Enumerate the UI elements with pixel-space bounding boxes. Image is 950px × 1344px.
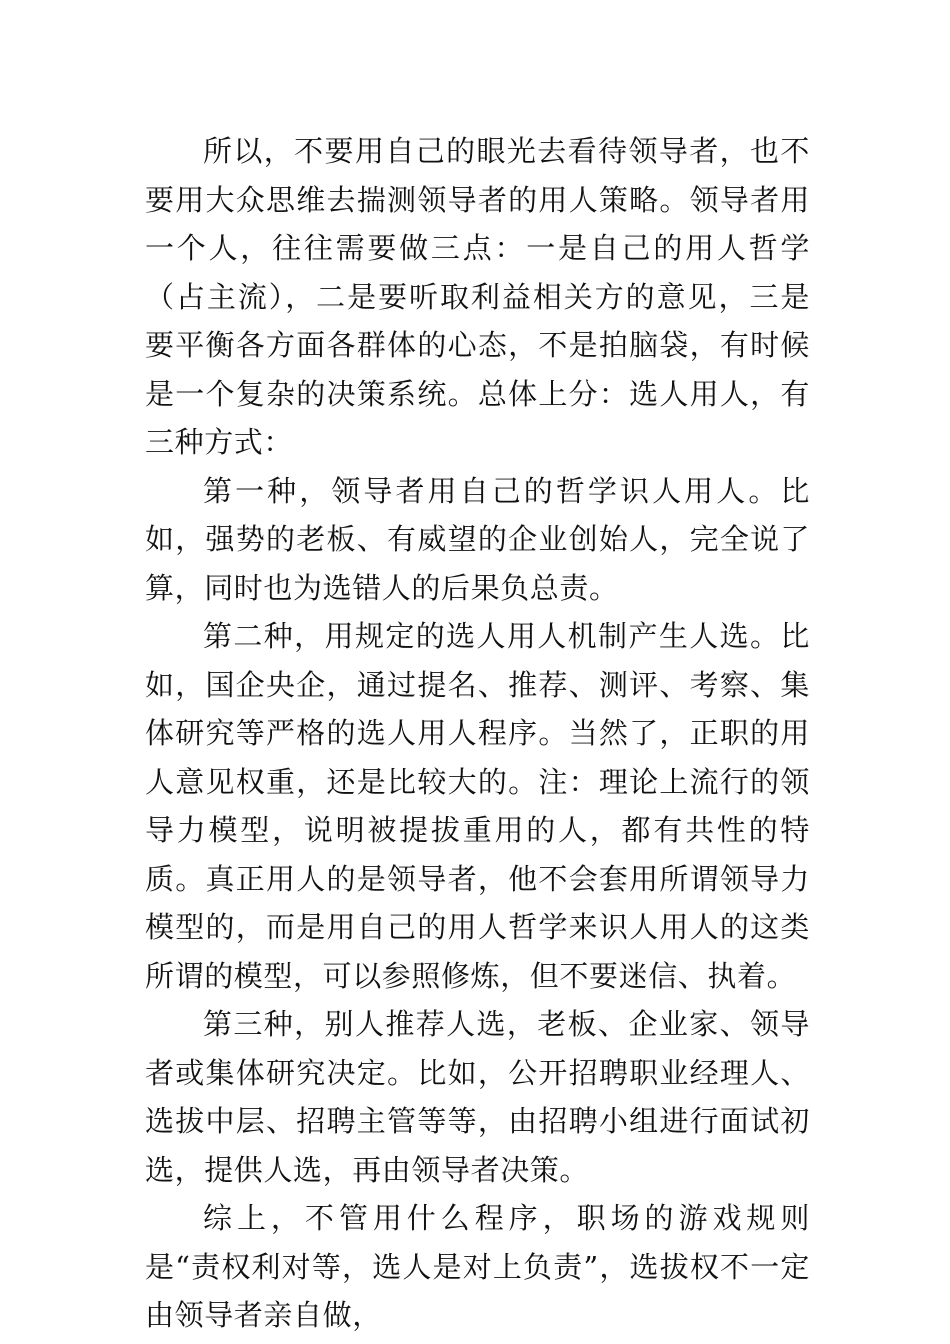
paragraph-summary: 综上，不管用什么程序，职场的游戏规则是“责权利对等，选人是对上负责”，选拔权不一定由领导者亲自做，	[145, 1201, 810, 1332]
paragraph-method-one: 第一种，领导者用自己的哲学识人用人。比如，强势的老板、有威望的企业创始人，完全说了算，同时也为选错人的后果负总责。	[145, 473, 810, 605]
paragraph-method-two: 第二种，用规定的选人用人机制产生人选。比如，国企央企，通过提名、推荐、测评、考察、集体研究等严格的选人用人程序。当然了，正职的用人意见权重，还是比较大的。注：理论上流行的领导力模型，说明被提拔重用的人，都有共性的特质。真正用人的是领导者，他不会套用所谓领导力模型的，而是用自己的用人哲学来识人用人的这类所谓的模型，可以参照修炼，但不要迷信、执着。	[145, 619, 810, 993]
paragraph-method-three: 第三种，别人推荐人选，老板、企业家、领导者或集体研究决定。比如，公开招聘职业经理人、选拔中层、招聘主管等等，由招聘小组进行面试初选，提供人选，再由领导者决策。	[145, 1007, 810, 1187]
paragraph-intro: 所以，不要用自己的眼光去看待领导者，也不要用大众思维去揣测领导者的用人策略。领导者用一个人，往往需要做三点：一是自己的用人哲学（占主流），二是要听取利益相关方的意见，三是要平衡各方面各群体的心态，不是拍脑袋，有时候是一个复杂的决策系统。总体上分：选人用人，有三种方式：	[145, 134, 810, 459]
document-body	[145, 127, 810, 1340]
